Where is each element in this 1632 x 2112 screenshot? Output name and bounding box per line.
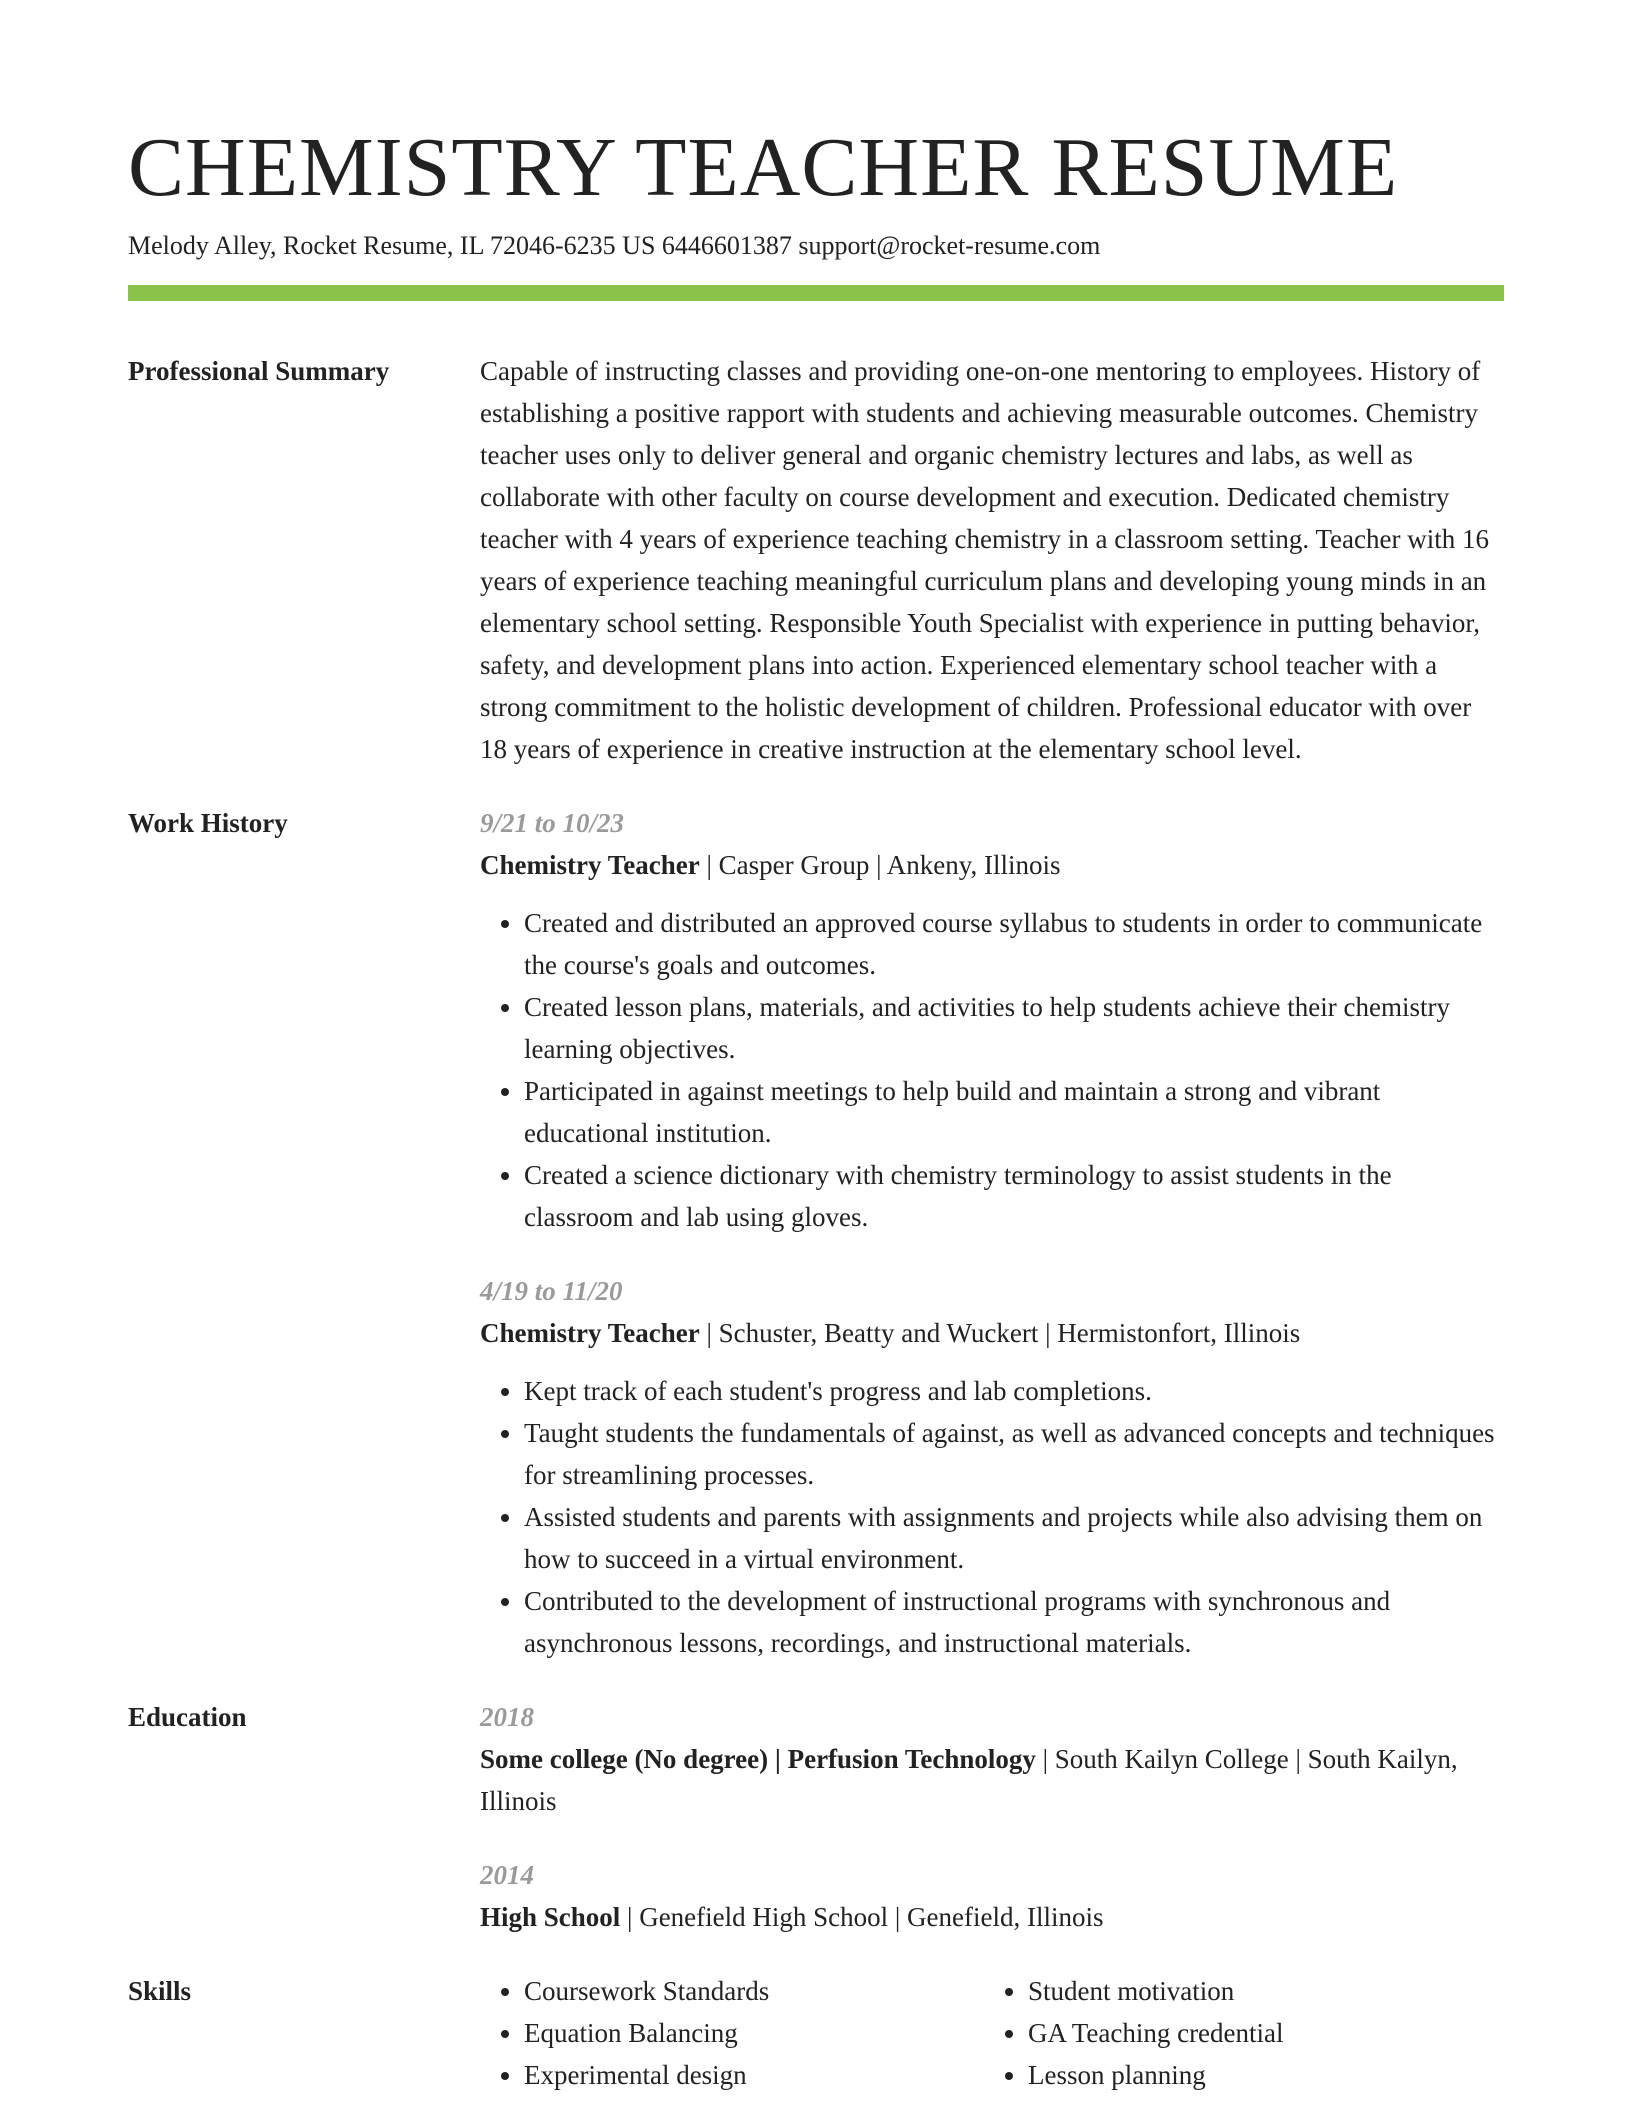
education-year: 2014: [480, 1860, 534, 1890]
job-dates: 4/19 to 11/20: [480, 1276, 623, 1306]
job-heading: [480, 844, 1504, 886]
job-bullets: [480, 902, 1504, 1238]
education-degree: Some college (No degree) | Perfusion Technology: [480, 1744, 1036, 1774]
summary-section: [128, 350, 1504, 802]
resume-header: [128, 118, 1504, 264]
resume-body: [128, 350, 1504, 2096]
skill-item: • Experimental design: [524, 2054, 984, 2096]
job-bullet: • Created and distributed an approved course syllabus to students in order to communicate the course's goals and outcomes.: [524, 902, 1504, 986]
skill-item: • Student motivation: [1028, 1970, 1488, 2012]
job-title: Chemistry Teacher: [480, 1318, 700, 1348]
skill-item: • Lesson planning: [1028, 2054, 1488, 2096]
summary-text: Capable of instructing classes and providing one-on-one mentoring to employees. History of establishing a positive rapport with students and achieving measurable outcomes. Chemistry teacher uses only to deliver general and organic chemistry lectures and labs, as well as collaborate with other faculty on course development and execution. Dedicated chemistry teacher with 4 years of experience teaching chemistry in a classroom setting. Teacher with 16 years of experience teaching meaningful curriculum plans and developing young minds in an elementary school setting. Responsible Youth Specialist with experience in putting behavior, safety, and development plans into action. Experienced elementary school teacher with a strong commitment to the holistic development of children. Professional educator with over 18 years of experience in creative instruction at the elementary school level.: [480, 356, 1489, 764]
accent-divider: [128, 285, 1504, 301]
skills-columns: [480, 1970, 1504, 2096]
work-history-section: [128, 802, 1504, 1696]
contact-line: Melody Alley, Rocket Resume, IL 72046-6235 US 6446601387 support@rocket-resume.com: [128, 231, 1101, 260]
skills-label: Skills: [128, 1976, 192, 2006]
skills-list-left: [480, 1970, 984, 2096]
skills-list-right: [984, 1970, 1488, 2096]
skill-item: • GA Teaching credential: [1028, 2012, 1488, 2054]
education-entry: [480, 1854, 1504, 1938]
education-details: | Genefield High School | Genefield, Illinois: [620, 1902, 1104, 1932]
job-bullet: • Contributed to the development of instructional programs with synchronous and asynchronous lessons, recordings, and instructional materials.: [524, 1580, 1504, 1664]
education-entry: [480, 1696, 1504, 1822]
job-heading: [480, 1312, 1504, 1354]
job-bullet: • Assisted students and parents with assignments and projects while also advising them on how to succeed in a virtual environment.: [524, 1496, 1504, 1580]
education-section: [128, 1696, 1504, 1970]
skill-item: • Coursework Standards: [524, 1970, 984, 2012]
job-bullet: • Kept track of each student's progress and lab completions.: [524, 1370, 1504, 1412]
job-bullet: • Created lesson plans, materials, and activities to help students achieve their chemistry learning objectives.: [524, 986, 1504, 1070]
work-history-label: Work History: [128, 808, 288, 838]
job-bullets: [480, 1370, 1504, 1664]
job-title: Chemistry Teacher: [480, 850, 700, 880]
education-degree: High School: [480, 1902, 621, 1932]
education-heading: [480, 1738, 1504, 1822]
education-details: | South Kailyn College | South Kailyn, Illinois: [480, 1744, 1458, 1816]
skill-item: • Equation Balancing: [524, 2012, 984, 2054]
job-details: | Schuster, Beatty and Wuckert | Hermistonfort, Illinois: [699, 1318, 1301, 1348]
job-details: | Casper Group | Ankeny, Illinois: [699, 850, 1061, 880]
resume-title: CHEMISTRY TEACHER RESUME: [128, 121, 1399, 214]
job-bullet: • Created a science dictionary with chemistry terminology to assist students in the classroom and lab using gloves.: [524, 1154, 1504, 1238]
education-label: Education: [128, 1702, 247, 1732]
education-heading: [480, 1896, 1504, 1938]
education-year: 2018: [480, 1702, 534, 1732]
job-dates: 9/21 to 10/23: [480, 808, 625, 838]
job-bullet: • Participated in against meetings to help build and maintain a strong and vibrant educational institution.: [524, 1070, 1504, 1154]
skills-section: [128, 1970, 1504, 2096]
summary-label: Professional Summary: [128, 356, 390, 386]
job-entry: [480, 802, 1504, 1238]
job-bullet: • Taught students the fundamentals of against, as well as advanced concepts and techniques for streamlining processes.: [524, 1412, 1504, 1496]
job-entry: [480, 1270, 1504, 1664]
